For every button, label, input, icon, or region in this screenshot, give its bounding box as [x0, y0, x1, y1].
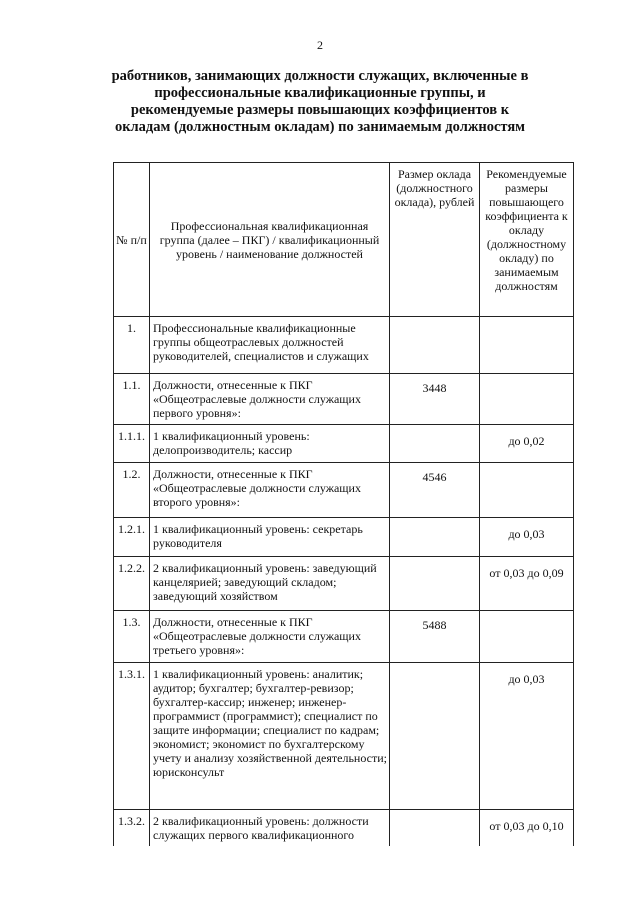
row-name: Должности, отнесенные к ПКГ «Общеотраслевые должности служащих первого уровня»: — [150, 374, 390, 425]
row-name: Должности, отнесенные к ПКГ «Общеотраслевые должности служащих второго уровня»: — [150, 463, 390, 518]
row-num: 1.1. — [114, 374, 150, 425]
row-salary: 5488 — [390, 611, 480, 663]
table-row — [114, 810, 574, 846]
row-coefficient — [480, 463, 574, 518]
row-coefficient: от 0,03 до 0,09 — [480, 557, 574, 611]
document-heading: работников, занимающих должности служащих, включенные в профессиональные квалификационные группы, и рекомендуемые размеры повышающих коэффициентов к окладам (должностным окладам) по занимаемым должностям — [111, 68, 529, 135]
table-row — [114, 663, 574, 810]
row-salary: 3448 — [390, 374, 480, 425]
row-coefficient: от 0,03 до 0,10 — [480, 810, 574, 846]
table-row — [114, 518, 574, 557]
row-num: 1.3.2. — [114, 810, 150, 846]
row-num: 1.2.1. — [114, 518, 150, 557]
row-num: 1.3. — [114, 611, 150, 663]
header-name: Профессиональная квалификационная группа (далее – ПКГ) / квалификационный уровень / наименование должностей — [150, 163, 390, 317]
table-row — [114, 611, 574, 663]
header-coefficient: Рекомендуемые размеры повышающего коэффициента к окладу (должностному окладу) по занимаемым должностям — [480, 163, 574, 317]
page-number: 2 — [317, 38, 323, 52]
row-name: 2 квалификационный уровень: должности служащих первого квалификационного — [150, 810, 390, 846]
row-num: 1.2. — [114, 463, 150, 518]
table-header-row — [114, 163, 574, 317]
row-coefficient: до 0,02 — [480, 425, 574, 463]
row-coefficient — [480, 374, 574, 425]
salary-table — [113, 162, 574, 846]
row-name: Должности, отнесенные к ПКГ «Общеотраслевые должности служащих третьего уровня»: — [150, 611, 390, 663]
row-salary: 4546 — [390, 463, 480, 518]
row-coefficient: до 0,03 — [480, 663, 574, 810]
row-name: 1 квалификационный уровень: секретарь руководителя — [150, 518, 390, 557]
row-salary — [390, 317, 480, 374]
row-salary — [390, 663, 480, 810]
row-name: Профессиональные квалификационные группы общеотраслевых должностей руководителей, специалистов и служащих — [150, 317, 390, 374]
row-name: 1 квалификационный уровень: делопроизводитель; кассир — [150, 425, 390, 463]
row-salary — [390, 810, 480, 846]
header-num: № п/п — [114, 163, 150, 317]
row-salary — [390, 557, 480, 611]
table-row — [114, 463, 574, 518]
table-row — [114, 557, 574, 611]
row-coefficient — [480, 317, 574, 374]
row-salary — [390, 518, 480, 557]
header-salary: Размер оклада (должностного оклада), рублей — [390, 163, 480, 317]
row-name: 1 квалификационный уровень: аналитик; аудитор; бухгалтер; бухгалтер-ревизор; бухгалтер-кассир; инженер; инженер-программист (программист); специалист по защите информации; специалист по кадрам; экономист; экономист по бухгалтерскому учету и анализу хозяйственной деятельности; юрисконсульт — [150, 663, 390, 810]
table-row — [114, 425, 574, 463]
row-num: 1.2.2. — [114, 557, 150, 611]
row-coefficient — [480, 611, 574, 663]
table-row — [114, 374, 574, 425]
row-name: 2 квалификационный уровень: заведующий канцелярией; заведующий складом; заведующий хозяйством — [150, 557, 390, 611]
table-row — [114, 317, 574, 374]
row-num: 1. — [114, 317, 150, 374]
row-num: 1.1.1. — [114, 425, 150, 463]
row-coefficient: до 0,03 — [480, 518, 574, 557]
row-salary — [390, 425, 480, 463]
row-num: 1.3.1. — [114, 663, 150, 810]
